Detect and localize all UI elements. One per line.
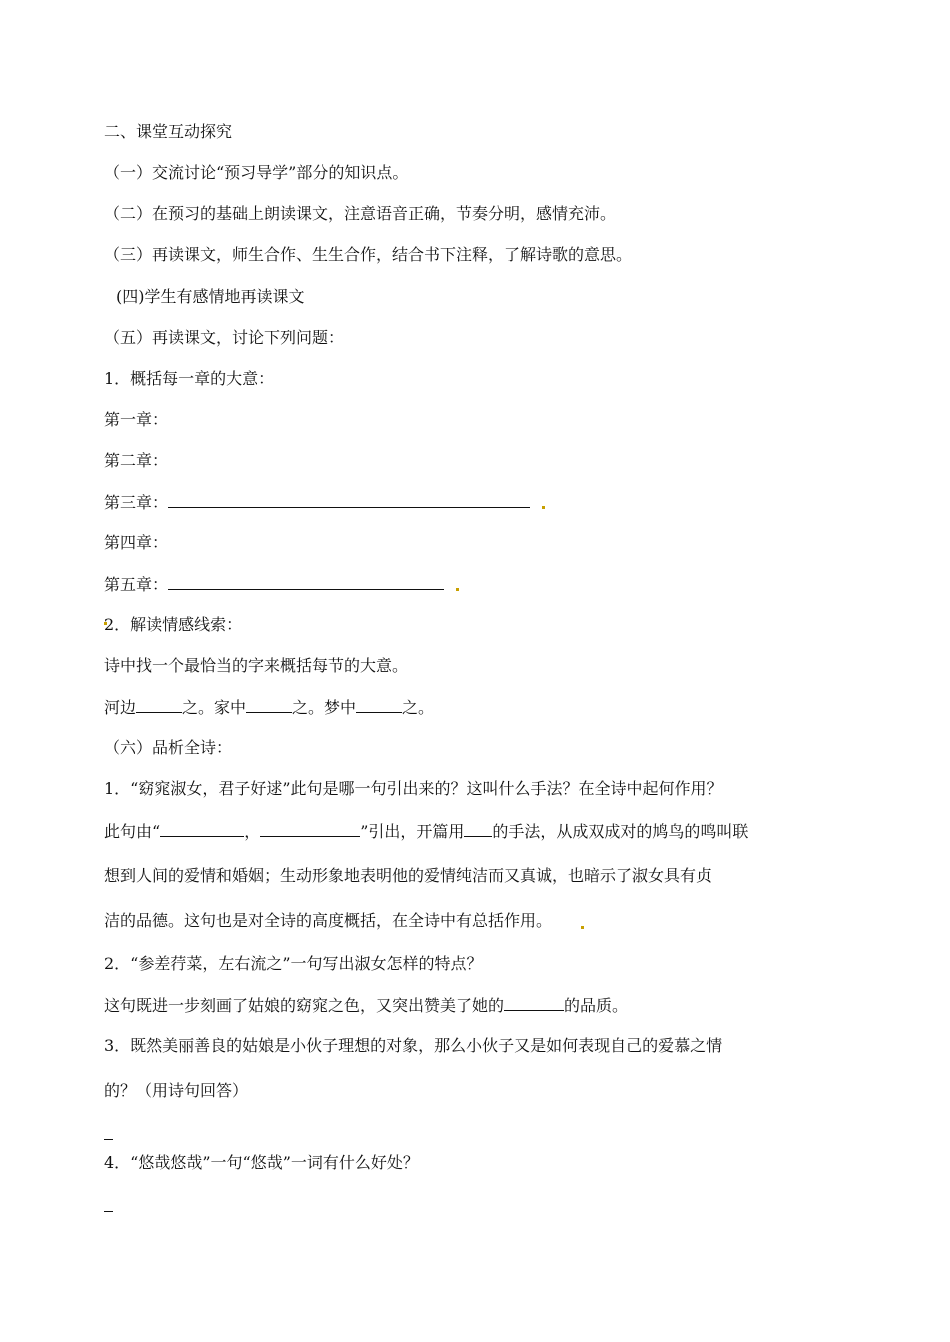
poem-question-3-line1: 3．既然美丽善良的姑娘是小伙子理想的对象，那么小伙子又是如何表现自己的爱慕之情 <box>104 1036 723 1055</box>
fill-text: 河边 <box>104 698 137 717</box>
marker-dot <box>581 926 584 929</box>
step-2: （二）在预习的基础上朗读课文，注意语音正确，节奏分明，感情充沛。 <box>104 204 617 223</box>
chapter-3-blank[interactable] <box>168 491 530 508</box>
poem-question-4: 4．“悠哉悠哉”一句“悠哉”一词有什么好处？ <box>104 1153 419 1172</box>
question-2-prompt: 诗中找一个最恰当的字来概括每节的大意。 <box>104 656 409 675</box>
chapter-5-row <box>104 573 444 596</box>
chapter-4-label: 第四章： <box>104 533 169 552</box>
answer-text: 此句由“ <box>104 822 161 841</box>
fill-blank-river[interactable] <box>136 696 182 713</box>
answer-text: ， <box>244 822 261 841</box>
step-5: （五）再读课文，讨论下列问题： <box>104 328 345 347</box>
chapter-5-blank[interactable] <box>168 573 444 590</box>
fill-text: 之。家中 <box>182 698 247 717</box>
fill-text: 之。梦中 <box>292 698 357 717</box>
chapter-3-row <box>104 491 530 514</box>
step-3: （三）再读课文，师生合作、生生合作，结合书下注释，了解诗歌的意思。 <box>104 245 633 264</box>
question-2-fill-row <box>104 696 434 719</box>
chapter-2-label: 第二章： <box>104 451 169 470</box>
poem-question-2: 2．“参差荇菜，左右流之”一句写出淑女怎样的特点？ <box>104 954 483 973</box>
step-1: （一）交流讨论“预习导学”部分的知识点。 <box>104 163 409 182</box>
answer-blank-line1[interactable] <box>160 820 244 837</box>
poem-answer-1-line2: 想到人间的爱情和婚姻；生动形象地表明他的爱情纯洁而又真诚，也暗示了淑女具有贞 <box>104 866 713 885</box>
answer-blank-technique[interactable] <box>464 820 492 837</box>
fill-blank-home[interactable] <box>246 696 292 713</box>
answer-blank-4[interactable] <box>104 1211 113 1212</box>
answer-text: 的品质。 <box>564 996 629 1015</box>
poem-answer-2-row <box>104 994 628 1017</box>
step-6: （六）品析全诗： <box>104 738 233 757</box>
chapter-5-label: 第五章： <box>104 575 169 594</box>
answer-text: ”引出，开篇用 <box>360 822 465 841</box>
marker-dot <box>542 506 545 509</box>
answer-text: 这句既进一步刻画了姑娘的窈窕之色，又突出赞美了她的 <box>104 996 505 1015</box>
question-1: 1．概括每一章的大意： <box>104 369 275 388</box>
answer-blank-line2[interactable] <box>260 820 360 837</box>
section-title: 二、课堂互动探究 <box>104 122 233 141</box>
answer-text: 的手法，从成双成对的鸠鸟的鸣叫联 <box>492 822 749 841</box>
answer-blank-quality[interactable] <box>504 994 564 1011</box>
chapter-3-label: 第三章： <box>104 493 169 512</box>
poem-question-3-line2: 的？（用诗句回答） <box>104 1081 249 1100</box>
marker-dot <box>456 588 459 591</box>
answer-blank-3[interactable] <box>104 1139 113 1140</box>
question-2: 2．解读情感线索： <box>104 615 243 634</box>
poem-answer-1-line3: 洁的品德。这句也是对全诗的高度概括，在全诗中有总括作用。 <box>104 911 553 930</box>
fill-text: 之。 <box>402 698 435 717</box>
fill-blank-dream[interactable] <box>356 696 402 713</box>
poem-answer-1-row <box>104 820 748 843</box>
poem-question-1: 1．“窈窕淑女，君子好逑”此句是哪一句引出来的？这叫什么手法？在全诗中起何作用？ <box>104 779 723 798</box>
chapter-1-label: 第一章： <box>104 410 169 429</box>
step-4: (四)学生有感情地再读课文 <box>116 287 305 306</box>
